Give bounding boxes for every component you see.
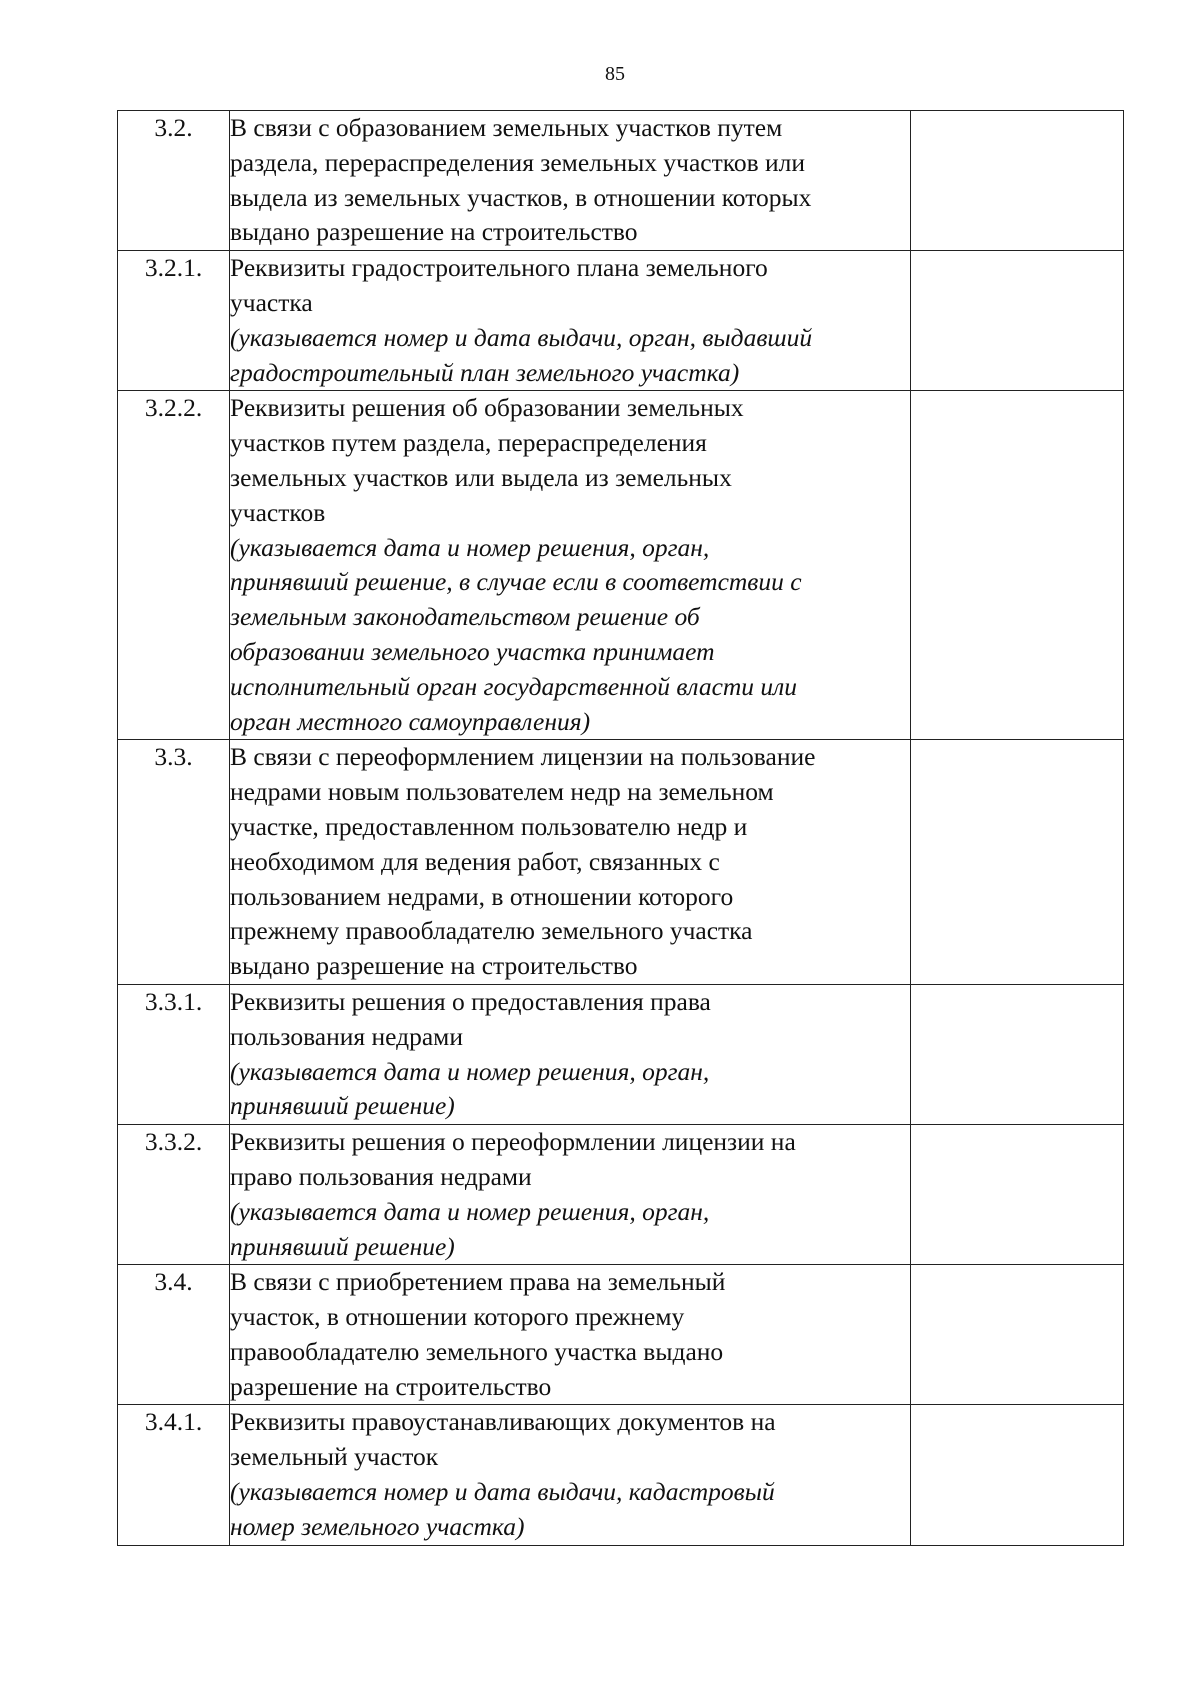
description-line: Реквизиты решения о предоставления права (230, 986, 711, 1016)
description-line: пользованием недрами, в отношении которого (230, 881, 734, 911)
description-line: недрами новым пользователем недр на земельном (230, 777, 774, 807)
table-row (118, 740, 1124, 985)
description-line: В связи с образованием земельных участков путем (230, 113, 783, 142)
note-line: принявший решение) (230, 1091, 455, 1121)
description-line: раздела, перераспределения земельных участков или (230, 147, 806, 177)
row-description (230, 251, 911, 391)
note-line: принявший решение, в случае если в соответствии с (230, 567, 802, 597)
value-cell[interactable] (911, 251, 1124, 391)
table-row (118, 111, 1124, 251)
table-row (118, 391, 1124, 740)
description-line: прежнему правообладателю земельного участка (230, 916, 753, 946)
table-row (118, 1405, 1124, 1545)
description-line: Реквизиты решения о переоформлении лицензии на (230, 1127, 796, 1157)
row-number: 3.4. (118, 1265, 230, 1405)
note-line: принявший решение) (230, 1231, 455, 1261)
note-line: (указывается дата и номер решения, орган, (230, 1196, 710, 1226)
row-description (230, 1265, 911, 1405)
note-line: номер земельного участка) (230, 1511, 525, 1541)
description-line: правообладателю земельного участка выдано (230, 1336, 724, 1366)
description-line: В связи с приобретением права на земельный (230, 1267, 726, 1297)
description-line: необходимом для ведения работ, связанных с (230, 846, 720, 876)
table-body (118, 111, 1124, 1546)
value-cell[interactable] (911, 1265, 1124, 1405)
description-line: В связи с переоформлением лицензии на пользование (230, 742, 816, 772)
row-description (230, 984, 911, 1124)
row-description (230, 1125, 911, 1265)
description-line: Реквизиты решения об образовании земельных (230, 393, 744, 423)
description-line: участке, предоставленном пользователю недр и (230, 811, 748, 841)
description-line: разрешение на строительство (230, 1371, 552, 1401)
value-cell[interactable] (911, 391, 1124, 740)
note-line: исполнительный орган государственной власти или (230, 671, 798, 701)
note-line: (указывается дата и номер решения, орган, (230, 1056, 710, 1086)
description-line: участков путем раздела, перераспределения (230, 428, 707, 458)
description-line: участок, в отношении которого прежнему (230, 1302, 685, 1332)
description-line: выдано разрешение на строительство (230, 217, 638, 247)
table-row (118, 984, 1124, 1124)
description-line: выдано разрешение на строительство (230, 951, 638, 981)
description-line: Реквизиты градостроительного плана земельного (230, 253, 768, 283)
row-number: 3.3.2. (118, 1125, 230, 1265)
note-line: земельным законодательством решение об (230, 602, 700, 632)
note-line: (указывается номер и дата выдачи, орган, выдавший (230, 322, 813, 352)
row-description (230, 391, 911, 740)
row-number: 3.3.1. (118, 984, 230, 1124)
description-line: выдела из земельных участков, в отношении которых (230, 182, 812, 212)
row-description (230, 111, 911, 251)
row-number: 3.2.1. (118, 251, 230, 391)
value-cell[interactable] (911, 1125, 1124, 1265)
description-line: пользования недрами (230, 1021, 463, 1051)
description-line: Реквизиты правоустанавливающих документов на (230, 1407, 776, 1437)
note-line: образовании земельного участка принимает (230, 636, 715, 666)
description-line: участка (230, 287, 313, 317)
table-row (118, 251, 1124, 391)
requisites-table (117, 110, 1124, 1546)
table-row (118, 1125, 1124, 1265)
row-number: 3.2.2. (118, 391, 230, 740)
value-cell[interactable] (911, 984, 1124, 1124)
description-line: земельных участков или выдела из земельных (230, 462, 732, 492)
description-line: участков (230, 497, 326, 527)
row-description (230, 740, 911, 985)
note-line: орган местного самоуправления) (230, 706, 591, 736)
value-cell[interactable] (911, 740, 1124, 985)
value-cell[interactable] (911, 111, 1124, 251)
table-row (118, 1265, 1124, 1405)
note-line: (указывается дата и номер решения, орган, (230, 532, 710, 562)
value-cell[interactable] (911, 1405, 1124, 1545)
row-number: 3.2. (118, 111, 230, 251)
row-number: 3.3. (118, 740, 230, 985)
note-line: (указывается номер и дата выдачи, кадастровый (230, 1477, 775, 1507)
page-number: 85 (605, 63, 625, 85)
row-description (230, 1405, 911, 1545)
note-line: градостроительный план земельного участка) (230, 357, 740, 387)
row-number: 3.4.1. (118, 1405, 230, 1545)
description-line: земельный участок (230, 1442, 439, 1472)
description-line: право пользования недрами (230, 1161, 532, 1191)
